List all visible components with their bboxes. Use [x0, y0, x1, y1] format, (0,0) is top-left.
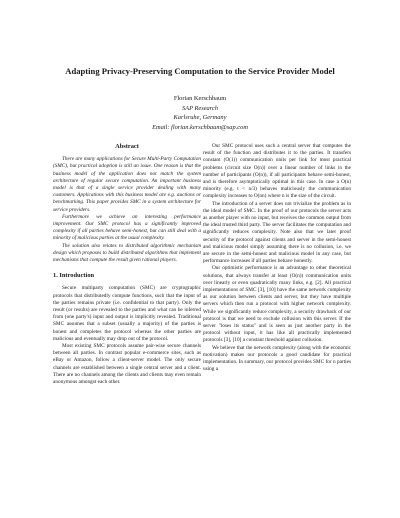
body-paragraph: Our SMC protocol uses such a central server that computes the result of the function and distributes it to the parties. It transfers constant (O(1)) communication units per link for most practical problems (circuit size O(n)) over a linear number of links in the number of participants (O(n)), if all participants behave semi-honest, and is therefore asymptotically optimal in this case. In case a O(n) minority (e.g. t < n/3) behaves maliciously the communication complexity increases to O(nn) where n is the size of the circuit.: [203, 143, 351, 200]
section-heading-introduction: 1. Introduction: [53, 272, 95, 280]
abstract-heading: Abstract: [115, 143, 139, 150]
introduction-paragraph: Most existing SMC protocols assume pair-wise secure channels between all parties. In contrast popular e-commerce sites, such as eBay or Amazon, follow a client-server model. The only secure channels are established between a single central server and a client. There are no channels among the clients and clients may even remain anonymous amongst each other.: [53, 343, 201, 386]
abstract-paragraph: The solution also relates to distributed algorithmic mechanism design which proposes to build distributed algorithms that implement mechanisms that compute the result given rational players.: [53, 242, 201, 264]
author-location: Karlsruhe, Germany: [173, 114, 227, 122]
abstract-paragraph: Furthermore we achieve an interesting performance improvement. Our SMC protocol has a significantly improved complexity if all parties behave semi-honest, but can still deal with a minority of malicious parties at the usual complexity.: [53, 213, 201, 242]
paper-title: Adapting Privacy-Preserving Computation to the Service Provider Model: [65, 66, 335, 76]
author-email: Email: florian.kerschbaum@sap.com: [152, 123, 248, 131]
body-paragraph: Our optimistic performance is an advantage to other theoretical solutions, that always transfer at least (O(n)) communication units over linearly or even quadratically many links, e.g. [2]. All practical implementations of SMC [3], [10] have the same network complexity as our solution between clients and server, but they have multiple servers which then run a protocol with higher network complexity. While we significantly reduce complexity, a security drawback of our protocol is that we need to exclude collusion with this server. If the server "loses its status" and is seen as just another party in the protocol without input, it has like all practically implemented protocols [3], [10] a constant threshold against collusion.: [203, 265, 351, 344]
introduction-body: [53, 285, 201, 386]
author-block: [0, 94, 400, 132]
abstract-body: [53, 156, 201, 264]
author-name: Florian Kerschbaum: [173, 95, 227, 102]
left-column: [53, 143, 201, 386]
body-paragraph: We believe that the network complexity (along with the economic motivation) makes our protocols a good candidate for practical implementation. In summary, our protocol provides SMC for n parties using a: [203, 344, 351, 373]
introduction-paragraph: Secure multiparty computation (SMC) are cryptographic protocols that distributedly compute functions, such that the input of the parties remains private (i.e. confidential to that party). Only the result (or results) are revealed to the parties and what can be inferred from (one party's) input and output is implicitly revealed. Traditional SMC assumes that a subset (usually a majority) of the parties is honest and completes the protocol whereas the other parties are malicious and eventually may drop out of the protocol.: [53, 285, 201, 342]
right-column: [203, 143, 351, 374]
abstract-paragraph: There are many applications for Secure Multi-Party Computation (SMC), but practical adoption is still an issue. One reason is that the business model of the application does not match the system architecture of regular secure computation. An important business model is that of a single service provider dealing with many customers. Applications with this business model are e.g. auctions or benchmarking. This paper provides SMC in a system architecture for service providers.: [53, 156, 201, 213]
author-affiliation: SAP Research: [181, 104, 219, 112]
body-paragraph: The introduction of a server does not trivialize the problem as in the ideal model of SMC. In the proof of our protocols the server acts as another player with no input, but receives the common output from the ideal trusted third party. The server facilitates the computation and significantly reduces complexity. Note also that we later proof security of the protocol against clients and server in the semi-honest and malicious model simply assuming there is no collusion, i.e. we are secure in the semi-honest and malicious model in any case, but performance increases if all parties behave honestly.: [203, 200, 351, 265]
